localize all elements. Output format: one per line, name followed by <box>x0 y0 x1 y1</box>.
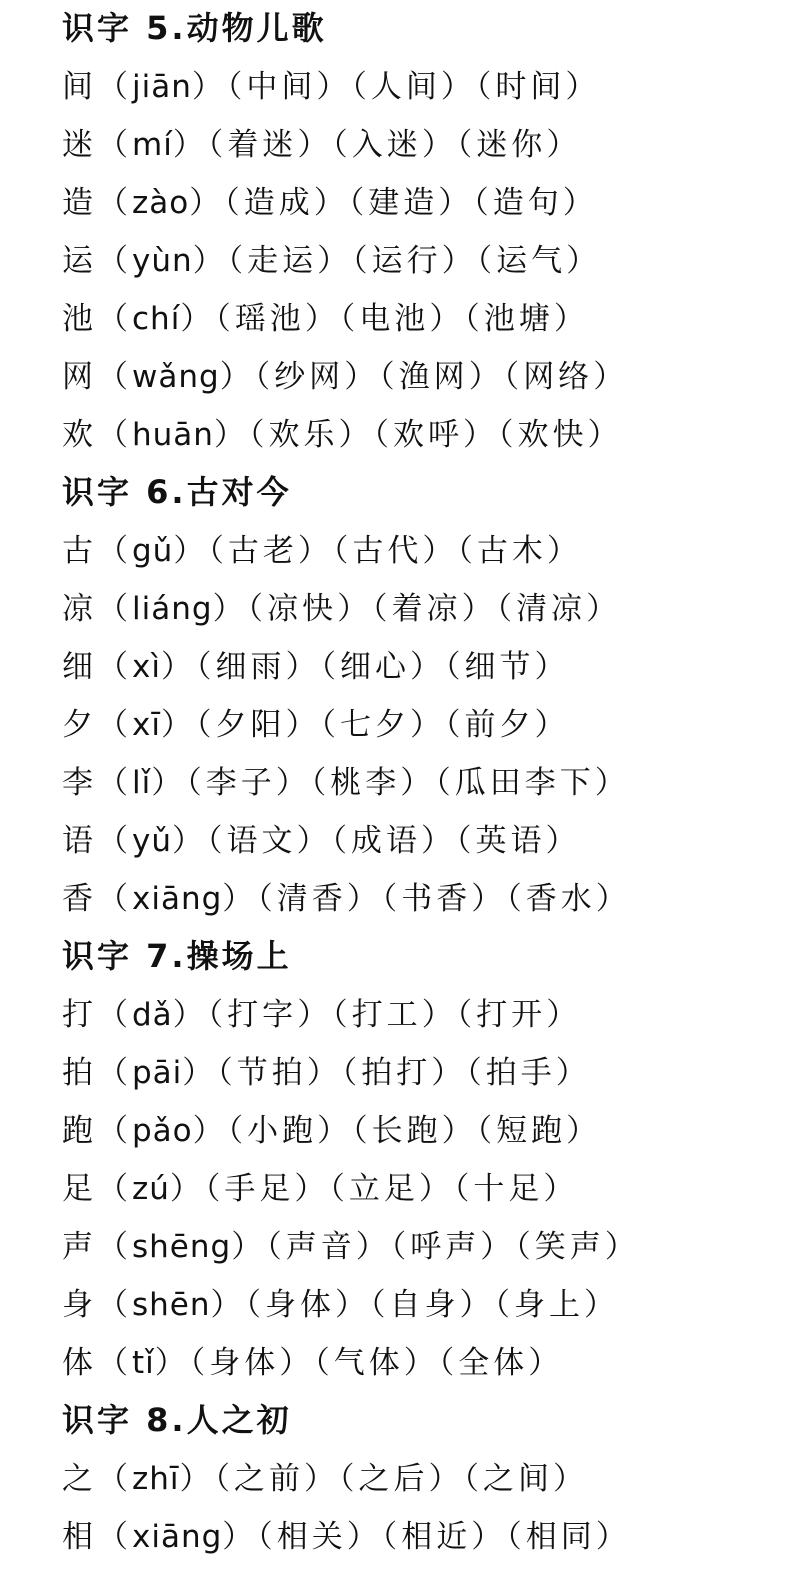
vocab-char: 造 <box>62 185 97 221</box>
vocab-entry: 相（xiāng）（相关）（相近）（相同） <box>62 1519 631 1555</box>
vocab-entry: 古（gǔ）（古老）（古代）（古木） <box>62 533 582 569</box>
vocab-char: 体 <box>62 1345 97 1381</box>
vocab-char: 迷 <box>62 127 97 163</box>
vocab-entry: 之（zhī）（之前）（之后）（之间） <box>62 1461 589 1497</box>
vocab-char: 李 <box>62 765 97 801</box>
vocab-pinyin: huān <box>132 417 214 453</box>
vocab-pinyin: xī <box>132 707 161 743</box>
vocab-pinyin: xiāng <box>132 1519 223 1555</box>
vocab-word: 气体 <box>333 1345 404 1381</box>
vocab-pinyin: pāi <box>132 1055 183 1091</box>
vocab-word: 节拍 <box>236 1055 307 1091</box>
vocab-word: 纱网 <box>274 359 345 395</box>
vocab-entry: 欢（huān）（欢乐）（欢呼）（欢快） <box>62 417 623 453</box>
vocab-entry: 李（lǐ）（李子）（桃李）（瓜田李下） <box>62 765 630 801</box>
lesson-section <box>62 1392 782 1566</box>
vocab-pinyin: xì <box>132 649 161 685</box>
vocab-word: 时间 <box>495 69 566 105</box>
vocab-char: 拍 <box>62 1055 97 1091</box>
vocab-pinyin: dǎ <box>132 997 173 1033</box>
vocab-word: 网络 <box>523 359 594 395</box>
vocab-word: 身上 <box>514 1287 585 1323</box>
vocab-word: 拍手 <box>485 1055 556 1091</box>
vocab-word: 拍打 <box>361 1055 432 1091</box>
vocab-word: 小跑 <box>247 1113 318 1149</box>
vocab-char: 语 <box>62 823 97 859</box>
vocab-word: 香水 <box>525 881 596 917</box>
vocab-word: 之前 <box>234 1461 305 1497</box>
vocab-pinyin: zú <box>132 1171 170 1207</box>
vocab-word: 古代 <box>352 533 423 569</box>
lesson-title: 识字 5.动物儿歌 <box>62 9 327 47</box>
vocab-char: 欢 <box>62 417 97 453</box>
lesson-title: 识字 7.操场上 <box>62 937 292 975</box>
vocab-pinyin: chí <box>132 301 181 337</box>
vocab-word: 人间 <box>370 69 441 105</box>
vocab-word: 瓜田李下 <box>454 765 595 801</box>
vocab-char: 声 <box>62 1229 97 1265</box>
vocab-entry: 夕（xī）（夕阳）（七夕）（前夕） <box>62 707 570 743</box>
vocab-entry: 细（xì）（细雨）（细心）（细节） <box>62 649 570 685</box>
vocab-word: 打字 <box>227 997 298 1033</box>
vocab-char: 跑 <box>62 1113 97 1149</box>
vocab-word: 呼声 <box>410 1229 481 1265</box>
lesson-section <box>62 928 782 1392</box>
vocab-word: 建造 <box>368 185 439 221</box>
vocab-word: 书香 <box>401 881 472 917</box>
vocab-word: 欢快 <box>517 417 588 453</box>
vocab-word: 声音 <box>285 1229 356 1265</box>
vocab-word: 欢呼 <box>392 417 463 453</box>
vocab-entry: 迷（mí）（着迷）（入迷）（迷你） <box>62 127 582 163</box>
vocab-word: 七夕 <box>339 707 410 743</box>
vocab-word: 成语 <box>351 823 421 859</box>
vocab-word: 李子 <box>205 765 276 801</box>
vocab-word: 之间 <box>483 1461 554 1497</box>
vocab-word: 十足 <box>473 1171 544 1207</box>
vocab-pinyin: yùn <box>132 243 193 279</box>
vocab-word: 笑声 <box>534 1229 605 1265</box>
vocab-pinyin: zào <box>132 185 190 221</box>
vocab-pinyin: lǐ <box>132 765 152 801</box>
vocab-entry: 体（tǐ）（身体）（气体）（全体） <box>62 1345 564 1381</box>
vocab-entry: 跑（pǎo）（小跑）（长跑）（短跑） <box>62 1113 602 1149</box>
vocab-entry: 网（wǎng）（纱网）（渔网）（网络） <box>62 359 629 395</box>
vocab-word: 英语 <box>475 823 546 859</box>
vocab-entry: 运（yùn）（走运）（运行）（运气） <box>62 243 602 279</box>
vocab-word: 相同 <box>525 1519 596 1555</box>
vocab-word: 着迷 <box>227 127 298 163</box>
vocab-pinyin: gǔ <box>132 533 174 569</box>
vocab-word: 身体 <box>265 1287 336 1323</box>
vocab-word: 迷你 <box>476 127 547 163</box>
vocab-word: 中间 <box>246 69 317 105</box>
vocab-pinyin: jiān <box>132 69 192 105</box>
vocab-word: 细心 <box>339 649 410 685</box>
vocabulary-document <box>62 0 782 1566</box>
vocab-entry: 池（chí）（瑶池）（电池）（池塘） <box>62 301 589 337</box>
vocab-entry: 语（yǔ）（语文）（成语）（英语） <box>62 823 581 859</box>
vocab-pinyin: zhī <box>132 1461 180 1497</box>
vocab-word: 造成 <box>243 185 314 221</box>
vocab-pinyin: tǐ <box>132 1345 155 1381</box>
vocab-word: 细雨 <box>215 649 286 685</box>
lesson-section <box>62 464 782 928</box>
vocab-entry: 造（zào）（造成）（建造）（造句） <box>62 185 598 221</box>
vocab-word: 手足 <box>224 1171 295 1207</box>
vocab-word: 打开 <box>476 997 547 1033</box>
vocab-word: 相近 <box>401 1519 472 1555</box>
vocab-pinyin: yǔ <box>132 823 172 859</box>
vocab-word: 长跑 <box>371 1113 442 1149</box>
vocab-word: 全体 <box>458 1345 529 1381</box>
vocab-char: 运 <box>62 243 97 279</box>
vocab-entry: 间（jiān）（中间）（人间）（时间） <box>62 69 601 105</box>
vocab-word: 短跑 <box>496 1113 567 1149</box>
vocab-entry: 香（xiāng）（清香）（书香）（香水） <box>62 881 631 917</box>
vocab-word: 运气 <box>496 243 567 279</box>
vocab-word: 前夕 <box>464 707 535 743</box>
vocab-char: 池 <box>62 301 97 337</box>
vocab-word: 身体 <box>209 1345 280 1381</box>
lesson-title: 识字 8.人之初 <box>62 1401 292 1439</box>
lesson-section <box>62 0 782 464</box>
vocab-word: 立足 <box>348 1171 419 1207</box>
vocab-word: 清凉 <box>516 591 587 627</box>
vocab-word: 桃李 <box>330 765 401 801</box>
vocab-char: 之 <box>62 1461 97 1497</box>
vocab-word: 古老 <box>227 533 298 569</box>
vocab-word: 古木 <box>476 533 547 569</box>
vocab-pinyin: shēn <box>132 1287 211 1323</box>
vocab-char: 凉 <box>62 591 97 627</box>
vocab-entry: 打（dǎ）（打字）（打工）（打开） <box>62 997 582 1033</box>
vocab-char: 细 <box>62 649 97 685</box>
vocab-char: 夕 <box>62 707 97 743</box>
vocab-word: 夕阳 <box>215 707 286 743</box>
vocab-entry: 声（shēng）（声音）（呼声）（笑声） <box>62 1229 640 1265</box>
vocab-char: 间 <box>62 69 97 105</box>
vocab-word: 运行 <box>371 243 442 279</box>
vocab-word: 之后 <box>358 1461 429 1497</box>
vocab-word: 着凉 <box>391 591 462 627</box>
vocab-char: 网 <box>62 359 97 395</box>
vocab-char: 相 <box>62 1519 97 1555</box>
vocab-pinyin: liáng <box>132 591 213 627</box>
vocab-word: 造句 <box>492 185 563 221</box>
vocab-pinyin: wǎng <box>132 359 220 395</box>
vocab-word: 细节 <box>464 649 535 685</box>
vocab-word: 入迷 <box>351 127 422 163</box>
vocab-pinyin: xiāng <box>132 881 223 917</box>
vocab-word: 打工 <box>351 997 422 1033</box>
vocab-word: 语文 <box>226 823 297 859</box>
vocab-word: 渔网 <box>398 359 469 395</box>
vocab-entry: 足（zú）（手足）（立足）（十足） <box>62 1171 579 1207</box>
vocab-word: 电池 <box>359 301 430 337</box>
vocab-word: 走运 <box>247 243 318 279</box>
vocab-char: 香 <box>62 881 97 917</box>
vocab-entry: 身（shēn）（身体）（自身）（身上） <box>62 1287 620 1323</box>
vocab-char: 身 <box>62 1287 97 1323</box>
vocab-char: 古 <box>62 533 97 569</box>
vocab-word: 相关 <box>276 1519 347 1555</box>
vocab-word: 凉快 <box>267 591 338 627</box>
vocab-word: 欢乐 <box>268 417 339 453</box>
vocab-word: 自身 <box>389 1287 460 1323</box>
vocab-pinyin: mí <box>132 127 173 163</box>
vocab-char: 打 <box>62 997 97 1033</box>
vocab-pinyin: shēng <box>132 1229 232 1265</box>
vocab-entry: 凉（liáng）（凉快）（着凉）（清凉） <box>62 591 622 627</box>
vocab-word: 瑶池 <box>234 301 305 337</box>
vocab-pinyin: pǎo <box>132 1113 193 1149</box>
lesson-title: 识字 6.古对今 <box>62 473 292 511</box>
vocab-word: 清香 <box>276 881 347 917</box>
vocab-entry: 拍（pāi）（节拍）（拍打）（拍手） <box>62 1055 591 1091</box>
vocab-char: 足 <box>62 1171 97 1207</box>
vocab-word: 池塘 <box>483 301 554 337</box>
